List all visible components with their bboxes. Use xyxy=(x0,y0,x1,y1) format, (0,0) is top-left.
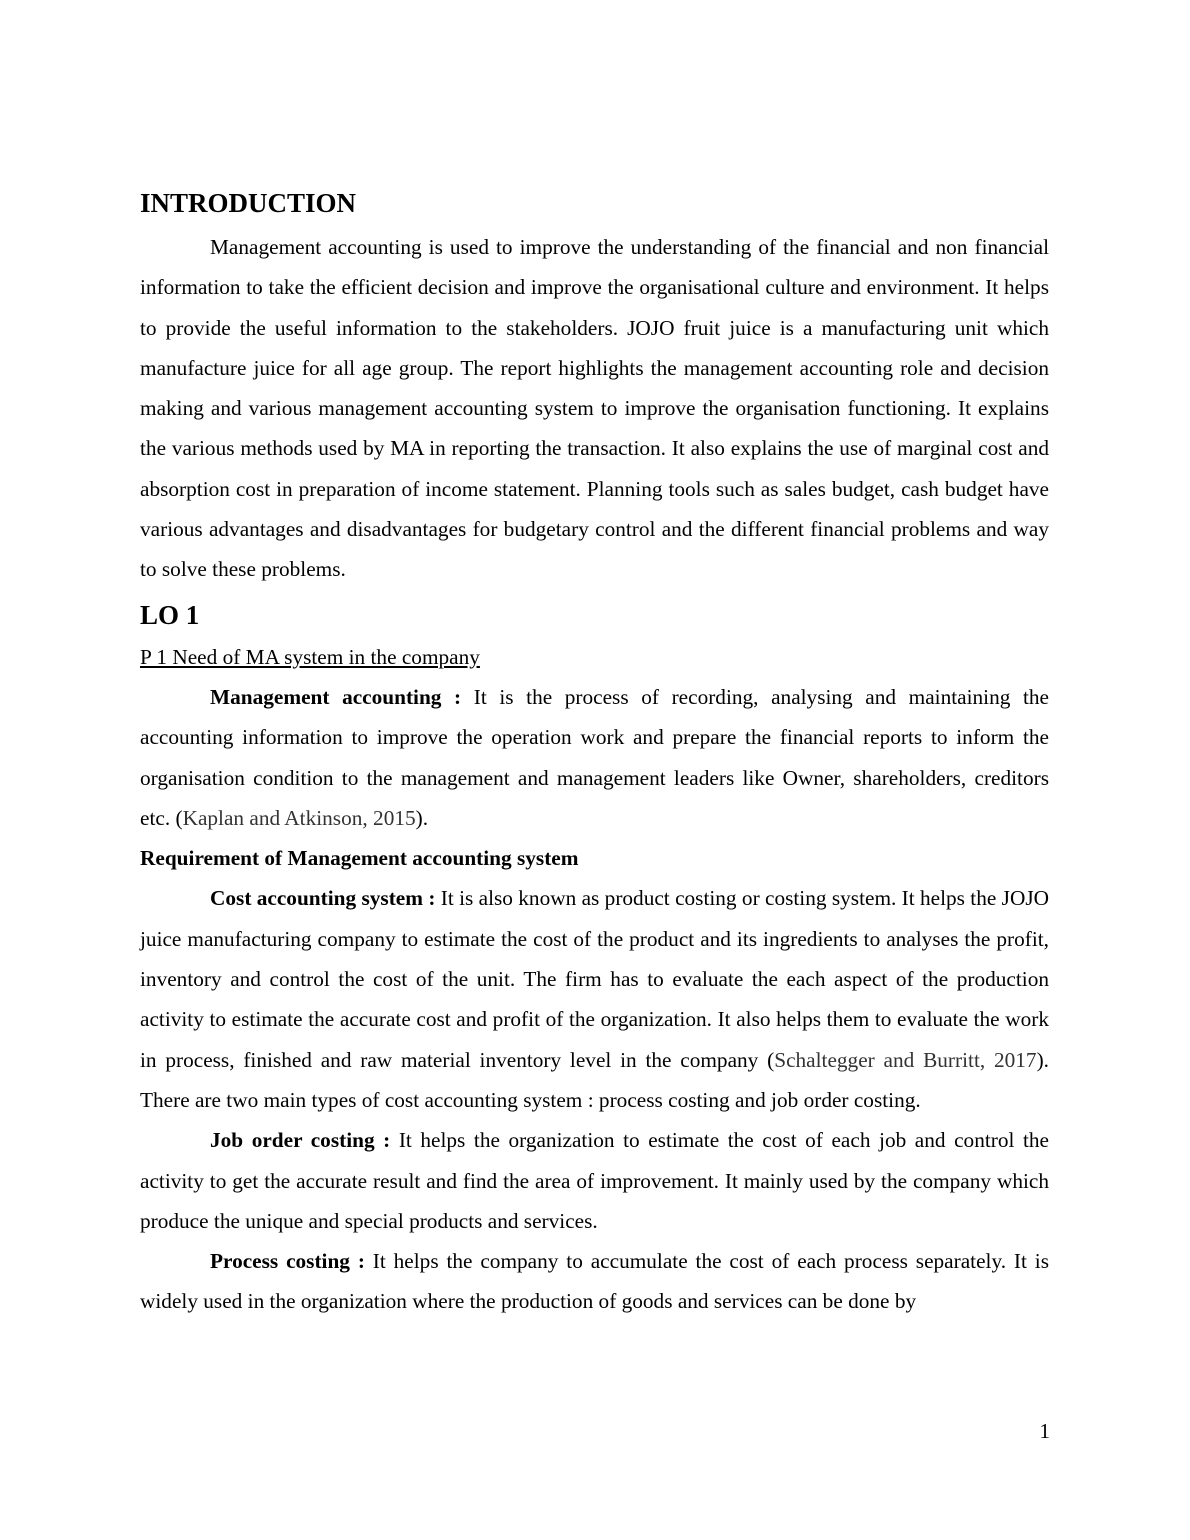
lo1-heading: LO 1 xyxy=(140,599,200,630)
cost-accounting-tail: ). There are two main types of cost accounting system : process costing and job order costing. xyxy=(140,1047,1049,1112)
process-costing-paragraph xyxy=(140,1241,1049,1322)
introduction-paragraph: Management accounting is used to improve the understanding of the financial and non financial information to take the efficient decision and improve the organisational culture and environment. It helps to provide the useful information to the stakeholders. JOJO fruit juice is a manufacturing unit which manufacture juice for all age group. The report highlights the management accounting role and decision making and various management accounting system to improve the organisation functioning. It explains the various methods used by MA in reporting the transaction. It also explains the use of marginal cost and absorption cost in preparation of income statement. Planning tools such as sales budget, cash budget have various advantages and disadvantages for budgetary control and the different financial problems and way to solve these problems. xyxy=(140,235,1049,582)
management-accounting-text: It is the process of recording, analysing and maintaining the accounting information to improve the operation work and prepare the financial reports to inform the organisation condition to the management and management leaders like Owner, shareholders, creditors etc. ( xyxy=(140,684,1049,830)
citation-kaplan: Kaplan and Atkinson, 2015 xyxy=(182,805,416,830)
page-content xyxy=(140,184,1049,1322)
management-accounting-paragraph xyxy=(140,677,1049,838)
p1-subheading: P 1 Need of MA system in the company xyxy=(140,644,480,669)
job-order-costing-text: It helps the organization to estimate the cost of each job and control the activity to get the accurate result and find the area of improvement. It mainly used by the company which produce the unique and special products and services. xyxy=(140,1128,1050,1233)
introduction-heading: INTRODUCTION xyxy=(140,188,357,218)
management-accounting-tail: ). xyxy=(415,805,429,830)
citation-schaltegger: Schaltegger and Burritt, 2017 xyxy=(774,1047,1037,1072)
page-number: 1 xyxy=(1039,1419,1050,1443)
cost-accounting-text: It is also known as product costing or costing system. It helps the JOJO juice manufacturing company to estimate the cost of the product and its ingredients to analyses the profit, inventory and control the cost of the unit. The firm has to evaluate the each aspect of the production activity to estimate the accurate cost and profit of the organization. It also helps them to evaluate the work in process, finished and raw material inventory level in the company ( xyxy=(140,886,1049,1072)
process-costing-term: Process costing : xyxy=(210,1249,365,1274)
cost-accounting-term: Cost accounting system : xyxy=(210,886,436,911)
requirement-heading: Requirement of Management accounting system xyxy=(140,846,579,871)
management-accounting-term: Management accounting : xyxy=(210,684,462,709)
process-costing-text: It helps the company to accumulate the cost of each process separately. It is widely used in the organization where the production of goods and services can be done by xyxy=(140,1249,1049,1314)
job-order-costing-term: Job order costing : xyxy=(210,1128,391,1153)
job-order-costing-paragraph xyxy=(140,1120,1049,1241)
cost-accounting-paragraph xyxy=(140,878,1049,1120)
